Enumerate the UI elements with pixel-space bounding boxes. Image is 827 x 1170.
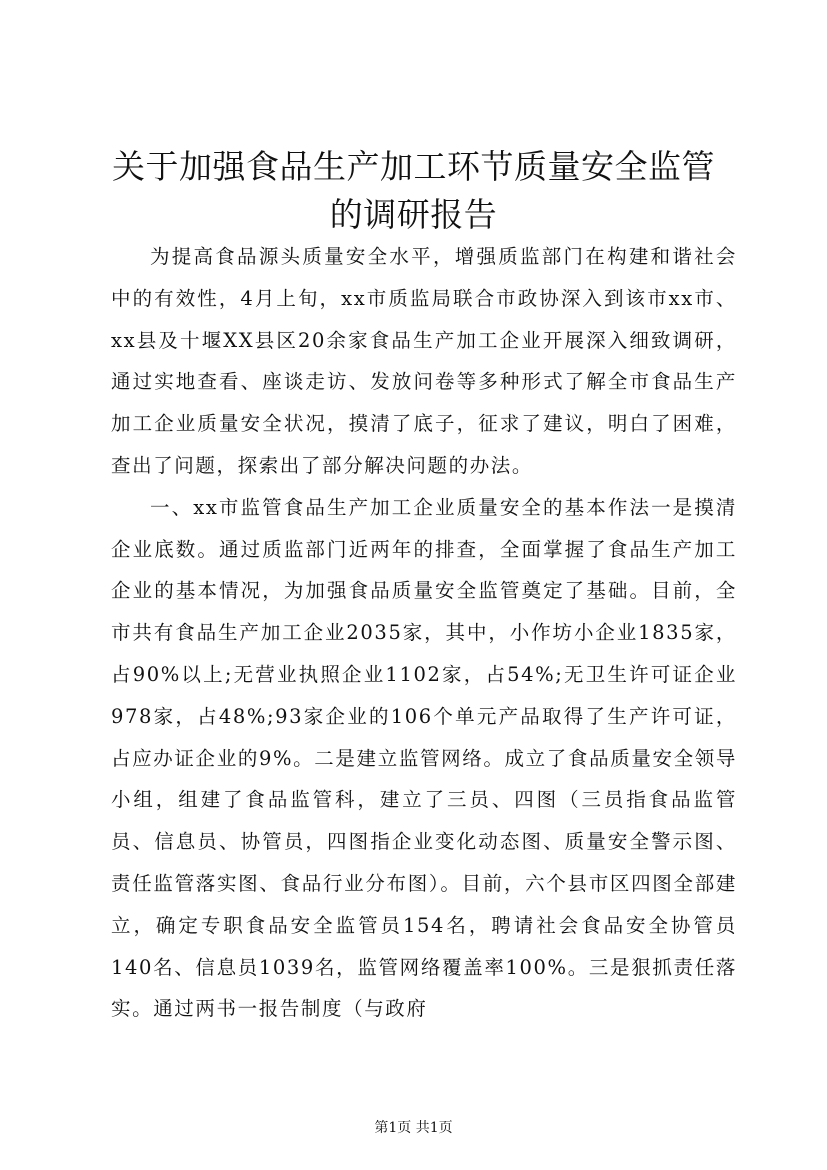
paragraph-intro: 为提高食品源头质量安全水平，增强质监部门在构建和谐社会中的有效性，4月上旬，xx市质监局联合市政协深入到该市xx市、xx县及十堰XX县区20余家食品生产加工企业开展深入细致调研，通过实地查看、座谈走访、发放问卷等多种形式了解全市食品生产加工企业质量安全状况，摸清了底子，征求了建议，明白了困难，查出了问题，探索出了部分解决问题的办法。 <box>111 245 737 477</box>
paragraph-section-one: 一、xx市监管食品生产加工企业质量安全的基本作法一是摸清企业底数。通过质监部门近两年的排查，全面掌握了食品生产加工企业的基本情况，为加强食品质量安全监管奠定了基础。目前，全市共有食品生产加工企业2035家，其中，小作坊小企业1835家，占90%以上;无营业执照企业1102家，占54%;无卫生许可证企业978家，占48%;93家企业的106个单元产品取得了生产许可证，占应办证企业的9%。二是建立监管网络。成立了食品质量安全领导小组，组建了食品监管科，建立了三员、四图（三员指食品监管员、信息员、协管员，四图指企业变化动态图、质量安全警示图、责任监管落实图、食品行业分布图）。目前，六个县市区四图全部建立，确定专职食品安全监管员154名，聘请社会食品安全协管员140名、信息员1039名，监管网络覆盖率100%。三是狠抓责任落实。通过两书一报告制度（与政府 <box>111 495 737 1021</box>
page-footer: 第1页 共1页 <box>374 1120 453 1136</box>
document-title: 关于加强食品生产加工环节质量安全监管的调研报告 <box>112 147 715 234</box>
document-body <box>111 236 737 1030</box>
